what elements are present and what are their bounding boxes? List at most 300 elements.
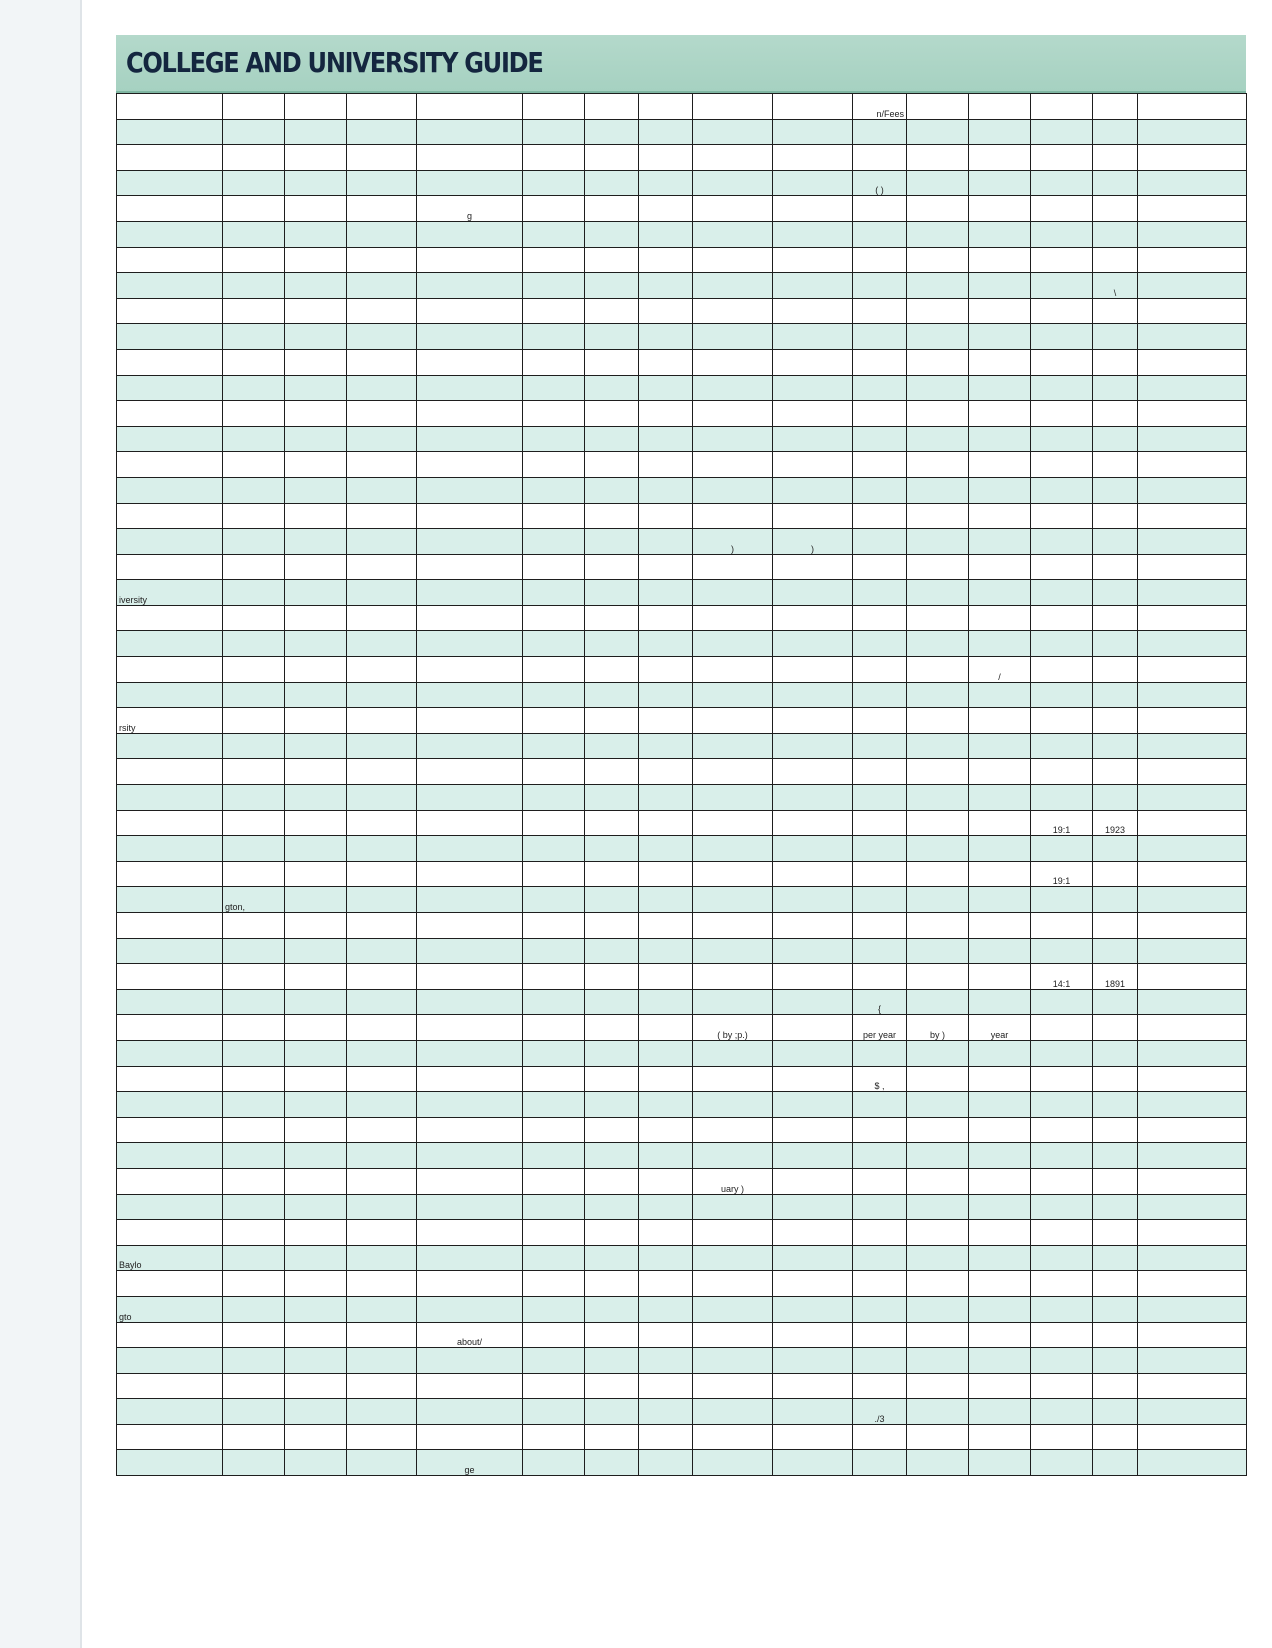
table-cell bbox=[417, 1373, 523, 1399]
table-cell bbox=[1093, 554, 1138, 580]
table-cell bbox=[907, 529, 969, 555]
table-cell bbox=[639, 964, 693, 990]
table-cell bbox=[285, 273, 347, 299]
table-cell bbox=[523, 170, 585, 196]
table-cell bbox=[639, 1066, 693, 1092]
table-cell bbox=[1093, 477, 1138, 503]
table-cell bbox=[639, 426, 693, 452]
table-cell bbox=[417, 913, 523, 939]
table-row bbox=[117, 836, 1247, 862]
table-cell bbox=[693, 708, 773, 734]
header-cell bbox=[1031, 94, 1093, 120]
table-cell bbox=[117, 938, 223, 964]
table-cell bbox=[907, 247, 969, 273]
table-cell bbox=[773, 349, 853, 375]
table-cell bbox=[585, 1066, 639, 1092]
table-cell bbox=[639, 529, 693, 555]
table-cell bbox=[773, 1040, 853, 1066]
table-cell bbox=[1031, 298, 1093, 324]
table-cell bbox=[969, 529, 1031, 555]
table-cell bbox=[1138, 145, 1247, 171]
table-cell bbox=[223, 529, 285, 555]
table-cell bbox=[1138, 682, 1247, 708]
table-cell bbox=[853, 657, 907, 683]
table-cell bbox=[1093, 1220, 1138, 1246]
table-cell bbox=[1031, 605, 1093, 631]
table-cell bbox=[523, 938, 585, 964]
table-cell bbox=[1138, 1092, 1247, 1118]
table-cell bbox=[853, 273, 907, 299]
table-cell bbox=[417, 401, 523, 427]
table-cell bbox=[347, 170, 417, 196]
table-cell bbox=[1031, 708, 1093, 734]
table-cell bbox=[417, 708, 523, 734]
table-cell bbox=[639, 170, 693, 196]
table-cell bbox=[1138, 605, 1247, 631]
table-cell bbox=[1138, 657, 1247, 683]
table-cell bbox=[223, 1143, 285, 1169]
table-cell bbox=[907, 1245, 969, 1271]
table-cell bbox=[773, 938, 853, 964]
table-cell bbox=[585, 119, 639, 145]
table-cell bbox=[1138, 1373, 1247, 1399]
table-row bbox=[117, 733, 1247, 759]
table-cell bbox=[1093, 580, 1138, 606]
table-cell bbox=[223, 477, 285, 503]
table-cell bbox=[417, 1424, 523, 1450]
table-cell bbox=[1138, 273, 1247, 299]
table-cell bbox=[1138, 938, 1247, 964]
table-cell bbox=[117, 247, 223, 273]
table-cell bbox=[853, 1424, 907, 1450]
table-cell bbox=[223, 1066, 285, 1092]
table-cell bbox=[1031, 785, 1093, 811]
table-cell bbox=[693, 1424, 773, 1450]
table-cell bbox=[585, 554, 639, 580]
table-cell bbox=[773, 1245, 853, 1271]
table-cell bbox=[639, 298, 693, 324]
table-cell bbox=[417, 529, 523, 555]
table-row bbox=[117, 1424, 1247, 1450]
table-cell bbox=[523, 631, 585, 657]
table-cell bbox=[639, 1296, 693, 1322]
table-cell bbox=[1031, 682, 1093, 708]
table-cell bbox=[523, 1092, 585, 1118]
table-cell bbox=[117, 529, 223, 555]
table-cell bbox=[969, 1245, 1031, 1271]
table-cell bbox=[1138, 1066, 1247, 1092]
table-cell bbox=[1138, 324, 1247, 350]
table-cell bbox=[585, 1015, 639, 1041]
table-cell bbox=[853, 145, 907, 171]
table-cell bbox=[347, 247, 417, 273]
table-cell bbox=[585, 938, 639, 964]
table-cell bbox=[693, 324, 773, 350]
table-cell bbox=[417, 298, 523, 324]
table-cell bbox=[693, 964, 773, 990]
table-cell bbox=[1031, 119, 1093, 145]
table-cell bbox=[907, 1424, 969, 1450]
header-cell bbox=[117, 94, 223, 120]
table-cell bbox=[693, 1220, 773, 1246]
table-cell bbox=[523, 529, 585, 555]
table-cell bbox=[853, 1194, 907, 1220]
header-cell bbox=[773, 94, 853, 120]
table-row bbox=[117, 861, 1247, 887]
table-cell bbox=[1093, 196, 1138, 222]
table-cell bbox=[1093, 657, 1138, 683]
table-row bbox=[117, 452, 1247, 478]
table-cell bbox=[773, 605, 853, 631]
table-cell bbox=[853, 887, 907, 913]
table-cell bbox=[639, 349, 693, 375]
table-cell bbox=[773, 477, 853, 503]
table-cell bbox=[1138, 221, 1247, 247]
table-cell bbox=[117, 605, 223, 631]
table-cell bbox=[773, 298, 853, 324]
table-cell bbox=[693, 759, 773, 785]
table-cell bbox=[347, 1220, 417, 1246]
table-cell bbox=[585, 861, 639, 887]
table-cell bbox=[773, 682, 853, 708]
table-cell bbox=[117, 503, 223, 529]
table-cell bbox=[1138, 349, 1247, 375]
table-cell bbox=[523, 401, 585, 427]
table-cell bbox=[523, 861, 585, 887]
table-cell bbox=[347, 708, 417, 734]
table-cell bbox=[1138, 1424, 1247, 1450]
table-cell bbox=[773, 861, 853, 887]
table-cell bbox=[907, 401, 969, 427]
table-cell bbox=[223, 1168, 285, 1194]
table-row bbox=[117, 554, 1247, 580]
table-cell bbox=[285, 887, 347, 913]
table-cell bbox=[285, 938, 347, 964]
table-cell bbox=[969, 810, 1031, 836]
table-cell bbox=[347, 1373, 417, 1399]
table-row bbox=[117, 1296, 1247, 1322]
table-cell bbox=[1031, 1040, 1093, 1066]
table-cell bbox=[1093, 938, 1138, 964]
table-cell bbox=[907, 733, 969, 759]
table-cell bbox=[853, 1168, 907, 1194]
table-cell bbox=[907, 810, 969, 836]
table-cell bbox=[285, 1015, 347, 1041]
table-cell bbox=[523, 503, 585, 529]
table-cell bbox=[1093, 401, 1138, 427]
table-cell bbox=[1138, 1399, 1247, 1425]
table-cell bbox=[285, 759, 347, 785]
table-cell bbox=[1031, 657, 1093, 683]
table-cell bbox=[1031, 989, 1093, 1015]
table-cell bbox=[347, 196, 417, 222]
table-cell bbox=[639, 273, 693, 299]
table-cell bbox=[417, 477, 523, 503]
table-cell bbox=[773, 1450, 853, 1476]
header-cell bbox=[1138, 94, 1247, 120]
table-cell bbox=[585, 810, 639, 836]
table-cell bbox=[1031, 426, 1093, 452]
table-row bbox=[117, 349, 1247, 375]
table-row bbox=[117, 1322, 1247, 1348]
table-cell bbox=[1093, 426, 1138, 452]
table-cell bbox=[693, 298, 773, 324]
table-cell bbox=[285, 1194, 347, 1220]
table-cell bbox=[773, 1424, 853, 1450]
table-cell bbox=[969, 221, 1031, 247]
table-cell bbox=[285, 785, 347, 811]
table-cell bbox=[907, 989, 969, 1015]
table-cell bbox=[347, 580, 417, 606]
table-cell bbox=[1031, 759, 1093, 785]
table-cell bbox=[585, 1271, 639, 1297]
table-cell bbox=[773, 580, 853, 606]
table-cell bbox=[223, 375, 285, 401]
header-cell bbox=[285, 94, 347, 120]
table-cell bbox=[117, 989, 223, 1015]
table-row bbox=[117, 1092, 1247, 1118]
table-cell bbox=[1031, 1117, 1093, 1143]
header-cell bbox=[639, 94, 693, 120]
table-cell bbox=[585, 1040, 639, 1066]
table-cell bbox=[693, 836, 773, 862]
table-cell bbox=[347, 375, 417, 401]
table-cell bbox=[1138, 1194, 1247, 1220]
table-cell bbox=[285, 1092, 347, 1118]
table-cell bbox=[693, 196, 773, 222]
table-cell: 1923 bbox=[1093, 810, 1138, 836]
table-cell bbox=[523, 298, 585, 324]
table-cell bbox=[523, 708, 585, 734]
table-cell bbox=[1031, 196, 1093, 222]
table-cell bbox=[907, 503, 969, 529]
table-cell bbox=[773, 1348, 853, 1374]
table-cell bbox=[585, 221, 639, 247]
table-cell bbox=[693, 273, 773, 299]
table-cell bbox=[1031, 938, 1093, 964]
table-cell bbox=[523, 1424, 585, 1450]
table-cell bbox=[1093, 247, 1138, 273]
table-row bbox=[117, 1220, 1247, 1246]
table-cell bbox=[1093, 887, 1138, 913]
table-cell bbox=[417, 682, 523, 708]
table-cell bbox=[907, 759, 969, 785]
table-cell bbox=[347, 785, 417, 811]
table-cell bbox=[1138, 913, 1247, 939]
table-cell bbox=[693, 1117, 773, 1143]
table-cell bbox=[1138, 708, 1247, 734]
table-cell bbox=[417, 170, 523, 196]
table-cell bbox=[693, 119, 773, 145]
table-cell bbox=[117, 119, 223, 145]
table-cell bbox=[285, 810, 347, 836]
table-cell bbox=[639, 1220, 693, 1246]
table-cell bbox=[907, 554, 969, 580]
table-cell bbox=[969, 1424, 1031, 1450]
table-cell bbox=[853, 810, 907, 836]
table-cell bbox=[969, 580, 1031, 606]
table-cell bbox=[223, 1194, 285, 1220]
table-cell bbox=[585, 657, 639, 683]
table-cell bbox=[969, 119, 1031, 145]
table-cell bbox=[639, 452, 693, 478]
table-cell bbox=[773, 810, 853, 836]
table-cell bbox=[907, 1117, 969, 1143]
header-cell bbox=[223, 94, 285, 120]
table-cell bbox=[907, 657, 969, 683]
table-cell bbox=[969, 733, 1031, 759]
table-cell bbox=[585, 1245, 639, 1271]
table-cell bbox=[1138, 887, 1247, 913]
table-cell bbox=[285, 1296, 347, 1322]
table-cell bbox=[417, 1271, 523, 1297]
table-cell bbox=[585, 529, 639, 555]
table-cell bbox=[223, 1424, 285, 1450]
table-cell bbox=[1093, 119, 1138, 145]
table-row bbox=[117, 989, 1247, 1015]
table-cell bbox=[417, 605, 523, 631]
table-cell bbox=[223, 938, 285, 964]
table-cell bbox=[285, 682, 347, 708]
table-cell bbox=[1031, 452, 1093, 478]
table-cell bbox=[1093, 733, 1138, 759]
table-cell bbox=[285, 631, 347, 657]
table-cell bbox=[285, 1220, 347, 1246]
table-cell bbox=[907, 221, 969, 247]
table-cell bbox=[969, 554, 1031, 580]
table-cell bbox=[853, 733, 907, 759]
table-cell bbox=[1031, 1066, 1093, 1092]
table-cell bbox=[523, 1168, 585, 1194]
table-cell: per year bbox=[853, 1015, 907, 1041]
table-cell bbox=[1031, 375, 1093, 401]
table-cell bbox=[1093, 452, 1138, 478]
table-cell bbox=[1138, 170, 1247, 196]
table-cell bbox=[417, 836, 523, 862]
table-cell bbox=[773, 1015, 853, 1041]
table-cell bbox=[907, 631, 969, 657]
table-cell bbox=[223, 452, 285, 478]
table-cell bbox=[285, 170, 347, 196]
table-cell bbox=[585, 349, 639, 375]
table-cell bbox=[285, 733, 347, 759]
table-cell bbox=[693, 1143, 773, 1169]
table-cell bbox=[1031, 145, 1093, 171]
table-cell bbox=[1031, 836, 1093, 862]
table-cell bbox=[907, 861, 969, 887]
table-cell bbox=[417, 580, 523, 606]
table-cell bbox=[693, 1271, 773, 1297]
table-cell bbox=[639, 119, 693, 145]
table-cell bbox=[223, 682, 285, 708]
table-cell bbox=[223, 221, 285, 247]
table-cell bbox=[969, 452, 1031, 478]
table-cell bbox=[285, 989, 347, 1015]
table-cell bbox=[523, 1143, 585, 1169]
table-cell bbox=[117, 810, 223, 836]
table-row bbox=[117, 1450, 1247, 1476]
table-cell bbox=[523, 1040, 585, 1066]
table-cell bbox=[585, 324, 639, 350]
table-cell bbox=[347, 733, 417, 759]
table-cell bbox=[585, 1117, 639, 1143]
table-cell bbox=[639, 145, 693, 171]
table-cell bbox=[417, 221, 523, 247]
table-cell bbox=[853, 529, 907, 555]
table-cell bbox=[117, 1066, 223, 1092]
table-cell bbox=[969, 375, 1031, 401]
table-cell bbox=[117, 657, 223, 683]
table-cell bbox=[1138, 631, 1247, 657]
table-cell bbox=[639, 785, 693, 811]
table-row bbox=[117, 1245, 1247, 1271]
table-cell bbox=[969, 887, 1031, 913]
table-cell bbox=[1093, 913, 1138, 939]
table-cell bbox=[117, 1424, 223, 1450]
table-cell bbox=[223, 170, 285, 196]
table-cell bbox=[417, 1092, 523, 1118]
table-cell bbox=[347, 1450, 417, 1476]
table-cell bbox=[347, 1015, 417, 1041]
table-cell bbox=[1031, 554, 1093, 580]
table-cell bbox=[1031, 1194, 1093, 1220]
table-cell bbox=[773, 1194, 853, 1220]
table-cell bbox=[117, 1040, 223, 1066]
table-cell bbox=[417, 503, 523, 529]
table-row bbox=[117, 605, 1247, 631]
table-cell bbox=[1138, 989, 1247, 1015]
table-cell bbox=[639, 605, 693, 631]
table-cell bbox=[223, 605, 285, 631]
table-cell bbox=[223, 810, 285, 836]
table-cell bbox=[853, 913, 907, 939]
table-cell bbox=[693, 452, 773, 478]
title-banner bbox=[116, 35, 1246, 93]
table-cell bbox=[523, 887, 585, 913]
table-cell bbox=[585, 1373, 639, 1399]
table-cell bbox=[907, 1450, 969, 1476]
table-cell bbox=[907, 196, 969, 222]
table-cell: gto bbox=[117, 1296, 223, 1322]
table-cell bbox=[639, 196, 693, 222]
table-cell bbox=[117, 1220, 223, 1246]
table-cell bbox=[117, 836, 223, 862]
table-cell bbox=[523, 1373, 585, 1399]
table-cell bbox=[907, 1194, 969, 1220]
table-cell bbox=[907, 682, 969, 708]
table-cell bbox=[907, 938, 969, 964]
table-cell bbox=[285, 1168, 347, 1194]
table-cell bbox=[523, 273, 585, 299]
table-cell bbox=[585, 196, 639, 222]
table-cell bbox=[417, 1245, 523, 1271]
table-cell bbox=[347, 759, 417, 785]
table-cell bbox=[223, 1220, 285, 1246]
table-cell bbox=[585, 273, 639, 299]
table-cell bbox=[969, 1066, 1031, 1092]
table-cell bbox=[773, 1322, 853, 1348]
table-cell bbox=[223, 580, 285, 606]
table-cell bbox=[969, 401, 1031, 427]
table-cell bbox=[773, 759, 853, 785]
table-cell bbox=[1031, 503, 1093, 529]
table-cell bbox=[223, 1322, 285, 1348]
table-row bbox=[117, 708, 1247, 734]
table-cell bbox=[523, 1066, 585, 1092]
table-cell bbox=[639, 324, 693, 350]
table-cell bbox=[585, 477, 639, 503]
table-cell bbox=[585, 708, 639, 734]
